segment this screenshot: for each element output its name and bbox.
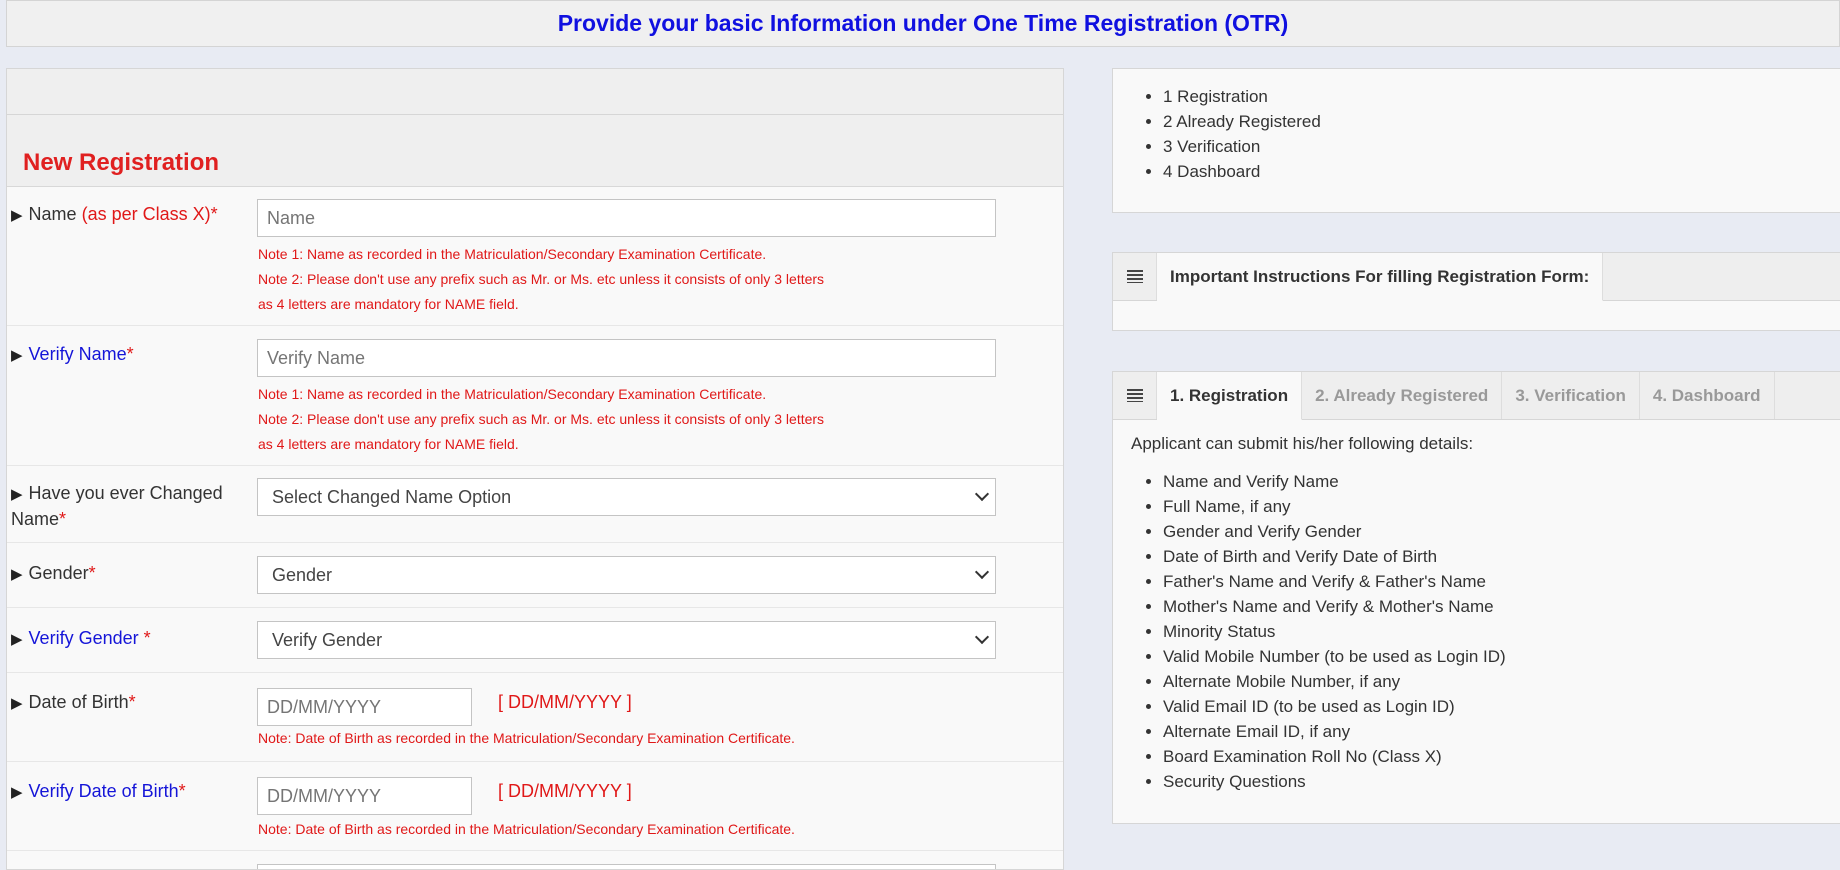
arrow-right-icon: ▶ [11,347,23,364]
list-item: • Valid Mobile Number (to be used as Login ID) [1163,644,1506,669]
dob-format-hint: [ DD/MM/YYYY ] [498,692,632,712]
tab-registration[interactable]: 1. Registration [1157,372,1302,420]
chevron-down-icon [975,487,989,501]
next-field-input[interactable] [257,864,996,870]
verify-gender-select[interactable]: Verify Gender [257,621,996,659]
instructions-tabbar [1113,253,1840,301]
list-item: • Board Examination Roll No (Class X) [1163,744,1506,769]
verify-name-label: ▶ Verify Name* [11,344,134,364]
list-item: • Alternate Email ID, if any [1163,719,1506,744]
name-note-1: Note 1: Name as recorded in the Matriculation/Secondary Examination Certificate. [258,246,767,262]
step-item: • 2 Already Registered [1163,109,1840,134]
list-item: • Full Name, if any [1163,494,1506,519]
tab-instructions[interactable]: Important Instructions For filling Registration Form: [1157,253,1603,301]
page-header [6,0,1840,47]
menu-icon[interactable] [1113,253,1157,300]
registration-info-panel [1112,371,1840,824]
tab-already-registered[interactable]: 2. Already Registered [1302,372,1502,419]
chevron-down-icon [975,630,989,644]
list-item: • Security Questions [1163,769,1506,794]
form-heading: New Registration [23,149,220,176]
arrow-right-icon: ▶ [11,784,23,801]
steps-list [1113,84,1840,184]
form-header [7,69,1063,187]
name-input[interactable] [257,199,996,237]
registration-intro: Applicant can submit his/her following details: [1131,434,1474,453]
header-divider [7,114,1063,115]
list-item: • Gender and Verify Gender [1163,519,1506,544]
verify-name-note-2: Note 2: Please don't use any prefix such as Mr. or Ms. etc unless it consists of only 3 letters [258,411,825,427]
steps-panel [1112,68,1840,213]
registration-form-panel [6,68,1064,870]
name-row [7,187,1063,326]
menu-icon[interactable] [1113,372,1157,419]
arrow-right-icon: ▶ [11,207,23,224]
gender-select[interactable]: Gender [257,556,996,594]
tab-verification[interactable]: 3. Verification [1502,372,1640,419]
dob-input[interactable] [257,688,472,726]
name-note-2: Note 2: Please don't use any prefix such as Mr. or Ms. etc unless it consists of only 3 letters [258,271,825,287]
verify-dob-row [7,761,1063,851]
verify-gender-label: ▶ Verify Gender * [11,628,151,648]
verify-gender-row [7,607,1063,673]
verify-dob-format-hint: [ DD/MM/YYYY ] [498,781,632,801]
arrow-right-icon: ▶ [11,486,23,503]
name-label: ▶ Name (as per Class X)* [11,204,218,224]
list-item: • Date of Birth and Verify Date of Birth [1163,544,1506,569]
arrow-right-icon: ▶ [11,695,23,712]
instructions-panel [1112,252,1840,331]
changed-name-select[interactable]: Select Changed Name Option [257,478,996,516]
dob-note: Note: Date of Birth as recorded in the Matriculation/Secondary Examination Certificate. [258,730,795,746]
step-item: • 4 Dashboard [1163,159,1840,184]
page-title: Provide your basic Information under One Time Registration (OTR) [557,10,1289,36]
gender-label: ▶ Gender* [11,563,96,583]
verify-dob-note: Note: Date of Birth as recorded in the Matriculation/Secondary Examination Certificate. [258,821,795,837]
verify-dob-label: ▶ Verify Date of Birth* [11,781,186,801]
step-item: • 1 Registration [1163,84,1840,109]
changed-name-row [7,465,1063,543]
registration-tabbar [1113,372,1840,420]
arrow-right-icon: ▶ [11,631,23,648]
changed-name-label: ▶ Have you ever Changed Name* [11,483,223,529]
name-note-2-cont: as 4 letters are mandatory for NAME field. [258,296,519,312]
tab-dashboard[interactable]: 4. Dashboard [1640,372,1775,419]
list-item: • Alternate Mobile Number, if any [1163,669,1506,694]
arrow-right-icon: ▶ [11,566,23,583]
verify-name-row [7,325,1063,466]
list-item: • Name and Verify Name [1163,469,1506,494]
verify-name-note-1: Note 1: Name as recorded in the Matriculation/Secondary Examination Certificate. [258,386,767,402]
verify-name-input[interactable] [257,339,996,377]
list-item: • Mother's Name and Verify & Mother's Name [1163,594,1506,619]
gender-row [7,542,1063,608]
list-item: • Valid Email ID (to be used as Login ID) [1163,694,1506,719]
verify-dob-input[interactable] [257,777,472,815]
verify-name-note-2-cont: as 4 letters are mandatory for NAME field. [258,436,519,452]
dob-label: ▶ Date of Birth* [11,692,136,712]
step-item: • 3 Verification [1163,134,1840,159]
list-item: • Minority Status [1163,619,1506,644]
list-item: • Father's Name and Verify & Father's Name [1163,569,1506,594]
chevron-down-icon [975,565,989,579]
dob-row [7,672,1063,762]
registration-details-list [1113,469,1506,794]
